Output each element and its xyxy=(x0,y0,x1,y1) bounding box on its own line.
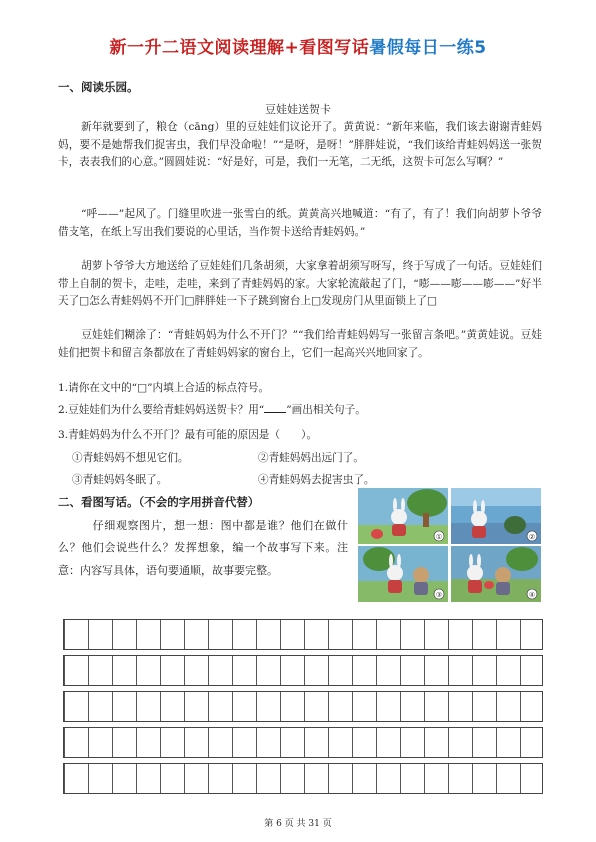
panel-2 xyxy=(451,488,541,544)
section-1-heading: 一、阅读乐园。 xyxy=(58,80,139,94)
writing-grid-row[interactable] xyxy=(63,763,543,794)
question-2: 2.豆娃娃们为什么要给青蛙妈妈送贺卡？用“ ”画出相关句子。 xyxy=(58,404,366,416)
panel-3 xyxy=(358,546,448,602)
option-1: ①青蛙妈妈不想见它们。 xyxy=(72,452,189,464)
option-4: ④青蛙妈妈去捉害虫了。 xyxy=(258,474,375,486)
underline-mark xyxy=(264,412,286,413)
svg-text:②: ② xyxy=(528,533,536,541)
writing-prompt: 仔细观察图片，想一想：图中都是谁？他们在做什么？他们会说些什么？发挥想象，编一个故事写下来。注意：内容写具体，语句要通顺，故事要完整。 xyxy=(58,519,348,577)
option-3: ③青蛙妈妈冬眠了。 xyxy=(72,474,168,486)
title-part-3: 暑假每日一练5 xyxy=(369,38,487,58)
story-paragraph-3: 胡萝卜爷爷大方地送给了豆娃娃们几条胡须，大家拿着胡须写呀写，终于写成了一句话。豆娃娃们带上自制的贺卡，走哇，走哇，来到了青蛙妈妈的家。大家轮流敲起了门，“嘭——嘭——嘭——”好半天了□怎么青蛙妈妈不开门□胖胖娃一下子跳到窗台上□发现房门从里面锁上了□ xyxy=(58,260,542,307)
page-footer: 第 6 页 共 31 页 xyxy=(264,819,332,829)
svg-text:①: ① xyxy=(435,533,443,541)
panel-4 xyxy=(451,546,541,602)
story-paragraph-4: 豆娃娃们糊涂了：“青蛙妈妈为什么不开门？”“我们给青蛙妈妈写一张留言条吧。”黄黄娃说。豆娃娃们把贺卡和留言条都放在了青蛙妈妈家的窗台上，它们一起高兴兴地回家了。 xyxy=(58,329,542,359)
option-2: ②青蛙妈妈出远门了。 xyxy=(258,452,364,464)
page-title xyxy=(0,33,596,58)
title-part-2: 阅读理解+看图写话 xyxy=(214,38,370,58)
writing-grid-row[interactable] xyxy=(63,619,543,650)
section-2-heading: 二、看图写话。（不会的字用拼音代替） xyxy=(58,495,260,509)
title-part-1: 新一升二语文 xyxy=(109,38,215,58)
writing-grid-row[interactable] xyxy=(63,727,543,758)
story-paragraph-2: “呼——”起风了。门缝里吹进一张雪白的纸。黄黄高兴地喊道：“有了，有了！我们向胡萝卜爷爷借支笔，在纸上写出我们要说的心里话，当作贺卡送给青蛙妈妈。” xyxy=(58,208,542,238)
writing-grid-row[interactable] xyxy=(63,691,543,722)
question-1: 1.请你在文中的“□”内填上合适的标点符号。 xyxy=(58,382,270,394)
comic-illustration xyxy=(357,487,542,603)
svg-text:④: ④ xyxy=(528,591,536,599)
story-paragraph-1: 新年就要到了，粮仓（cāng）里的豆娃娃们议论开了。黄黄说：“新年来临，我们该去谢谢青蛙妈妈，要不是她帮我们捉害虫，我们早没命啦！”“是呀，是呀！”胖胖娃说，“我们该给青蛙妈妈送一张贺卡，表表我们的心意。”圆圆娃说：“好是好，可是，我们一无笔，二无纸，这贺卡可怎么写啊？” xyxy=(58,121,542,168)
writing-grid-row[interactable] xyxy=(63,655,543,686)
svg-text:③: ③ xyxy=(435,591,443,599)
panel-1 xyxy=(358,488,448,544)
question-3: 3.青蛙妈妈为什么不开门？最有可能的原因是（ ）。 xyxy=(58,429,318,441)
story-title: 豆娃娃送贺卡 xyxy=(265,103,331,116)
